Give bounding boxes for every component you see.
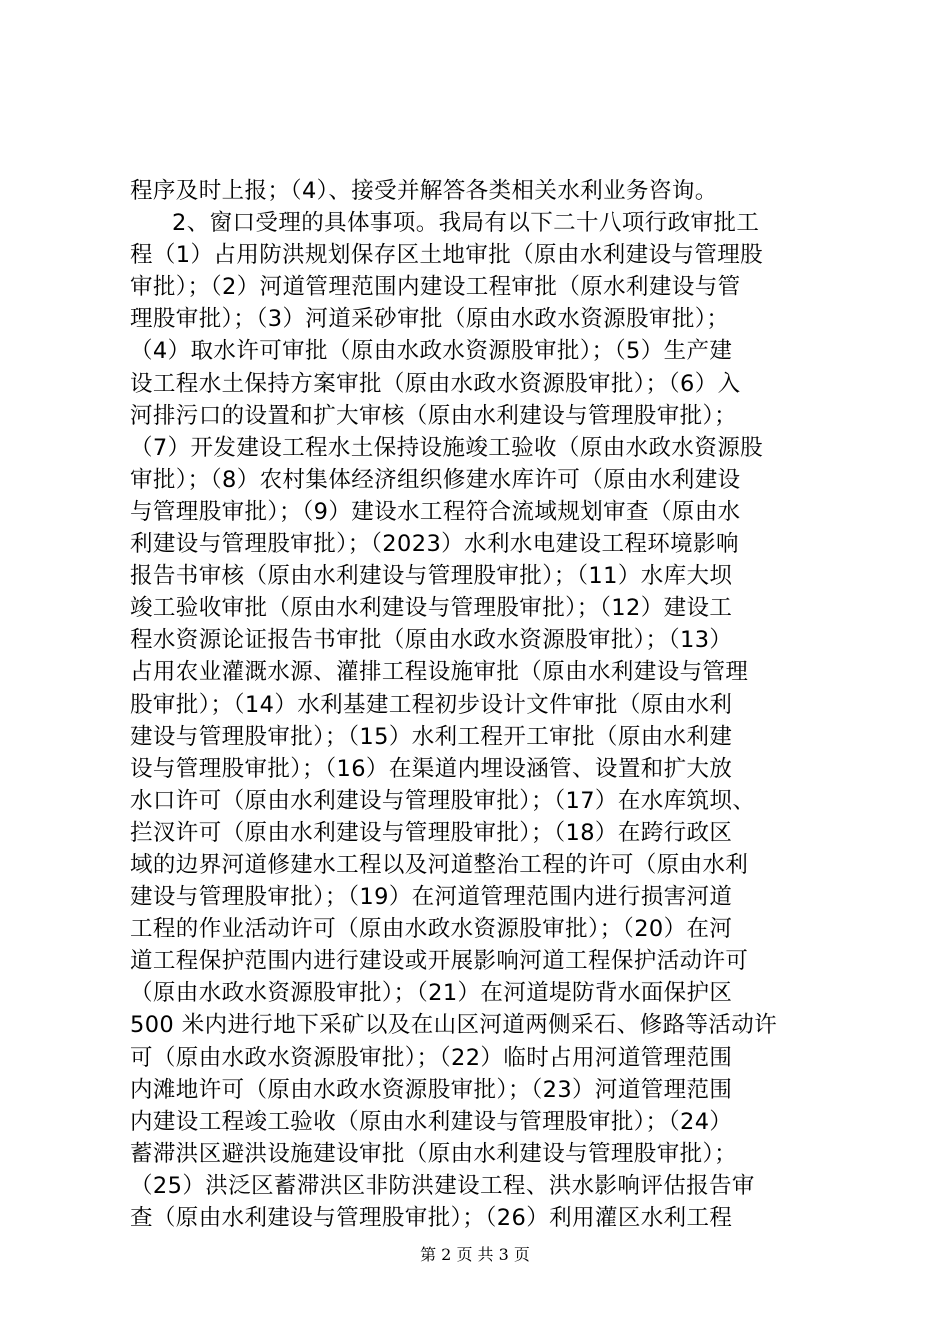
text-line: 拦汊许可（原由水利建设与管理股审批）；（18）在跨行政区 <box>130 819 733 846</box>
text-line: 程（1）占用防洪规划保存区土地审批（原由水利建设与管理股 <box>130 242 764 269</box>
text-line: 审批）；（2）河道管理范围内建设工程审批（原水利建设与管 <box>130 274 741 301</box>
text-line: 理股审批）；（3）河道采砂审批（原由水政水资源股审批）； <box>130 306 730 333</box>
text-line: 水口许可（原由水利建设与管理股审批）；（17）在水库筑坝、 <box>130 787 756 814</box>
text-line: （25）洪泛区蓄滞洪区非防洪建设工程、洪水影响评估报告审 <box>130 1172 755 1199</box>
text-line: 利建设与管理股审批）；（2023）水利水电建设工程环境影响 <box>130 531 739 558</box>
text-line: 报告书审核（原由水利建设与管理股审批）；（11）水库大坝 <box>130 563 733 590</box>
text-line: 工程的作业活动许可（原由水政水资源股审批）；（20）在河 <box>130 916 733 943</box>
text-line: 设工程水土保持方案审批（原由水政水资源股审批）；（6）入 <box>130 370 741 397</box>
text-line: （原由水政水资源股审批）；（21）在河道堤防背水面保护区 <box>130 980 733 1007</box>
text-line: 内建设工程竣工验收（原由水利建设与管理股审批）；（24） <box>130 1108 733 1135</box>
text-line: 与管理股审批）；（9）建设水工程符合流域规划审查（原由水 <box>130 498 741 525</box>
text-line: 河排污口的设置和扩大审核（原由水利建设与管理股审批）； <box>130 402 738 429</box>
text-line: 审批）；（8）农村集体经济组织修建水库许可（原由水利建设 <box>130 466 741 493</box>
text-line: 域的边界河道修建水工程以及河道整治工程的许可（原由水利 <box>130 851 749 878</box>
text-line: 股审批）；（14）水利基建工程初步设计文件审批（原由水利 <box>130 691 733 718</box>
text-line: 500 米内进行地下采矿以及在山区河道两侧采石、修路等活动许 <box>130 1012 778 1039</box>
text-line: 查（原由水利建设与管理股审批）；（26）利用灌区水利工程 <box>130 1205 733 1231</box>
text-line: 占用农业灌溉水源、灌排工程设施审批（原由水利建设与管理 <box>130 659 749 686</box>
text-line: 设与管理股审批）；（16）在渠道内埋设涵管、设置和扩大放 <box>130 755 733 782</box>
document-body <box>130 175 830 1234</box>
text-line: 2、窗口受理的具体事项。我局有以下二十八项行政审批工 <box>172 210 760 237</box>
text-line: 蓄滞洪区避洪设施建设审批（原由水利建设与管理股审批）； <box>130 1140 738 1167</box>
text-line: 内滩地许可（原由水政水资源股审批）；（23）河道管理范围 <box>130 1076 733 1103</box>
text-line: 道工程保护范围内进行建设或开展影响河道工程保护活动许可 <box>130 948 749 975</box>
text-line: 程序及时上报；（4）、接受并解答各类相关水利业务咨询。 <box>130 178 718 204</box>
text-line: 建设与管理股审批）；（19）在河道管理范围内进行损害河道 <box>130 884 733 911</box>
text-line: 可（原由水政水资源股审批）；（22）临时占用河道管理范围 <box>130 1044 733 1071</box>
text-line: 竣工验收审批（原由水利建设与管理股审批）；（12）建设工 <box>130 595 733 622</box>
page-number-footer: 第 2 页 共 3 页 <box>420 1245 530 1264</box>
text-line: 建设与管理股审批）；（15）水利工程开工审批（原由水利建 <box>130 723 733 750</box>
text-line: （4）取水许可审批（原由水政水资源股审批）；（5）生产建 <box>130 338 733 365</box>
text-line: 程水资源论证报告书审批（原由水政水资源股审批）；（13） <box>130 627 733 654</box>
text-line: （7）开发建设工程水土保持设施竣工验收（原由水政水资源股 <box>130 434 764 461</box>
